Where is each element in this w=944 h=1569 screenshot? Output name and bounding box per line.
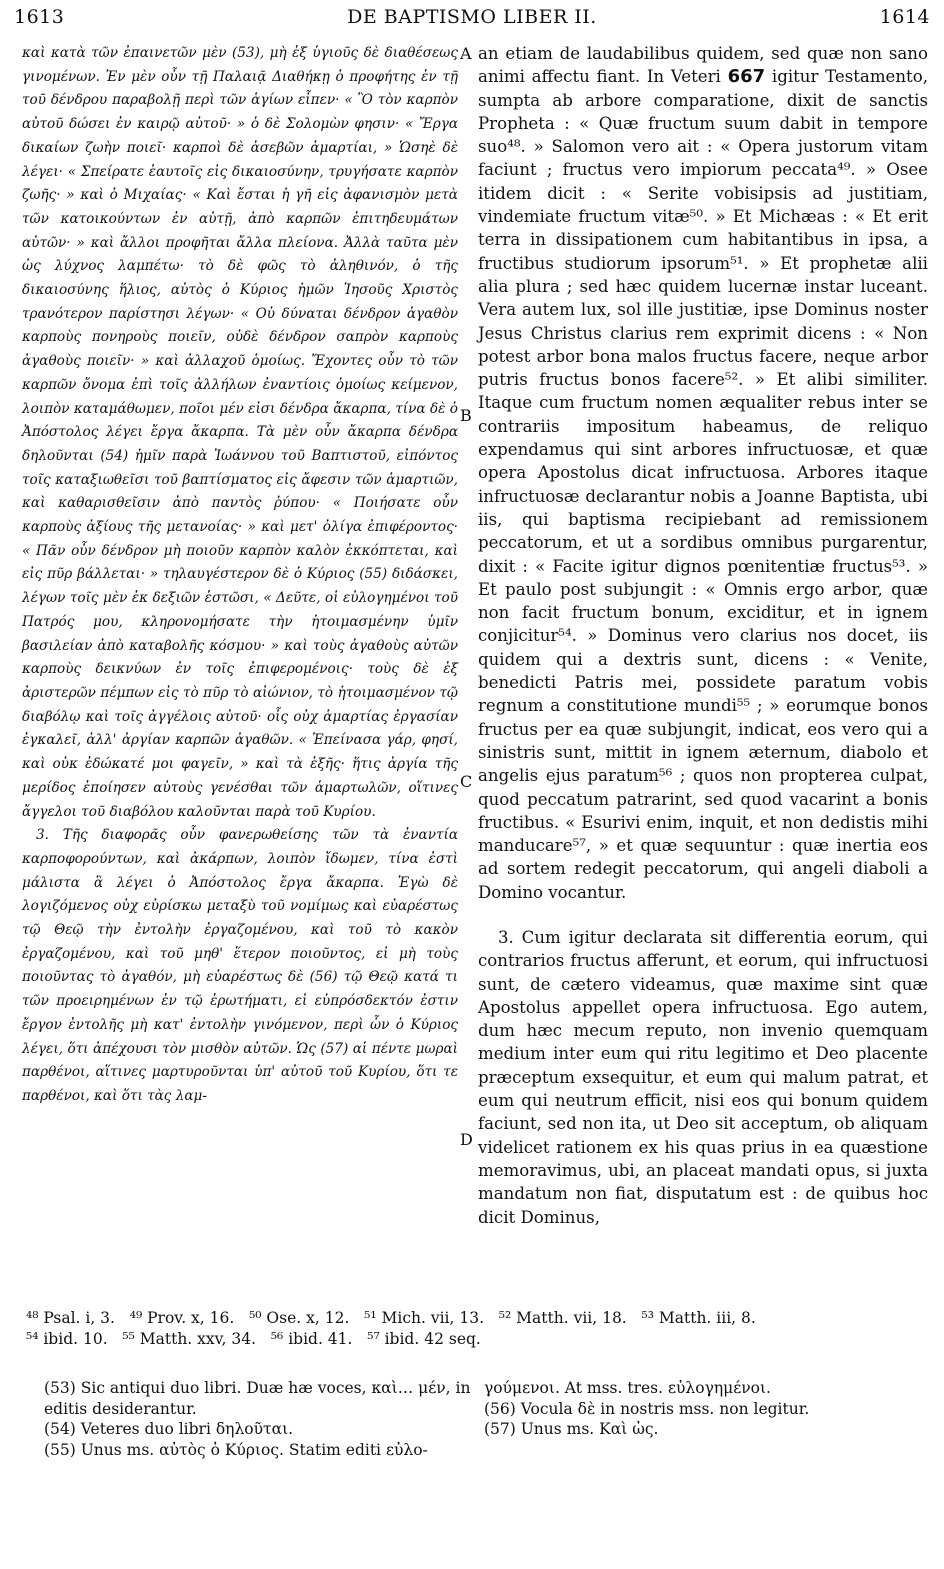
- footnote-53: (53) Sic antiqui duo libri. Duæ hæ voces, καὶ… μέν, in editis desiderantur.: [44, 1379, 471, 1418]
- latin-column: [478, 42, 928, 1229]
- greek-paragraph-1: καὶ κατὰ τῶν ἐπαινετῶν μὲν (53), μὴ ἐξ ὑγιοῦς δὲ διαθέσεως γινομένων. Ἐν μὲν οὖν τῇ Παλαιᾷ Διαθήκῃ ὁ προφήτης ἐν τῇ τοῦ δένδρου παραβολῇ περὶ τῶν ἁγίων εἶπεν· « Ὃ τὸν καρπὸν αὐτοῦ δώσει ἐν καιρῷ αὐτοῦ· » ὁ δὲ Σολομὼν φησιν· « Ἔργα δικαίων ζωὴν ποιεῖ· καρποὶ δὲ ἀσεβῶν ἁμαρτίαι, » Ὡσηὲ δὲ λέγει· « Σπείρατε ἑαυτοῖς εἰς δικαιοσύνην, τρυγήσατε καρπὸν ζωῆς· » καὶ ὁ Μιχαίας· « Καὶ ἔσται ἡ γῆ εἰς ἀφανισμὸν μετὰ τῶν κατοικούντων ἐν αὐτῇ, ἀπὸ καρπῶν ἐπιτηδευμάτων αὐτῶν· » καὶ ἄλλοι προφῆται ἄλλα πλείονα. Ἀλλὰ ταῦτα μὲν ὡς λύχνος λαμπέτω· τὸ δὲ φῶς τὸ ἀληθινόν, ὁ τῆς δικαιοσύνης ἥλιος, αὐτὸς ὁ Κύριος ἡμῶν Ἰησοῦς Χριστὸς τρανότερον παρίστησι λέγων· « Οὐ δύναται δένδρον ἀγαθὸν καρποὺς πονηροὺς ποιεῖν, οὐδὲ δένδρον σαπρὸν καρποὺς ἀγαθοὺς ποιεῖν· » καὶ ἀλλαχοῦ ὁμοίως. Ἔχοντες οὖν τὸ τῶν καρπῶν ὄνομα ἐπὶ τοῖς ἀλλήλων ἐναντίοις ὁμοίως κείμενον, λοιπὸν καταμάθωμεν, ποῖοι μέν εἰσι δένδρα ἄκαρπα, τίνα δὲ ὁ Ἀπόστολος λέγει ἔργα ἄκαρπα. Τὰ μὲν οὖν ἄκαρπα δένδρα δηλοῦνται (54) ἡμῖν παρὰ Ἰωάννου τοῦ Βαπτιστοῦ, εἰπόντος τοῖς καταξιωθεῖσι τοῦ βαπτίσματος εἰς ἄφεσιν τῶν ἁμαρτιῶν, καὶ καθαρισθεῖσιν ἀπὸ παντὸς ῥύπου· « Ποιήσατε οὖν καρποὺς ἀξίους τῆς μετανοίας· » καὶ μετ' ὀλίγα ἐπιφέροντος· « Πᾶν οὖν δένδρον μὴ ποιοῦν καρπὸν καλὸν ἐκκόπτεται, καὶ εἰς πῦρ βάλλεται· » τηλαυγέστερον δὲ ὁ Κύριος (55) διδάσκει, λέγων τοῖς μὲν ἐκ δεξιῶν ἑστῶσι, « Δεῦτε, οἱ εὐλογημένοι τοῦ Πατρός μου, κληρονομήσατε τὴν ἡτοιμασμένην ὑμῖν βασιλείαν ἀπὸ καταβολῆς κόσμου· » καὶ τοὺς ἀγαθοὺς αὐτῶν καρποὺς δεικνύων ἐν τοῖς ἐπιφερομένοις· τοὺς δὲ ἐξ ἀριστερῶν πέμπων εἰς τὸ πῦρ τὸ αἰώνιον, τὸ ἡτοιμασμένον τῷ διαβόλῳ καὶ τοῖς ἀγγέλοις αὐτοῦ· οἷς οὐχ ἁμαρτίας ἐργασίαν ἐγκαλεῖ, ἀλλ' ἀργίαν καρπῶν ἀγαθῶν. « Ἐπείνασα γάρ, φησί, καὶ οὐκ ἐδώκατέ μοι φαγεῖν, » καὶ τὰ ἑξῆς· ἥτις ἀργία τῆς μερίδος ἐποίησεν αὐτοὺς γενέσθαι τῶν ἁμαρτωλῶν, οἵτινες ἄγγελοι τοῦ διαβόλου καλοῦνται παρὰ τοῦ Κυρίου.: [22, 45, 458, 820]
- scripture-references-line-1: ⁴⁸ Psal. i, 3. ⁴⁹ Prov. x, 16. ⁵⁰ Ose. x, 12. ⁵¹ Mich. vii, 13. ⁵² Matth. vii, 18. ⁵³ Matth. iii, 8.: [26, 1309, 756, 1327]
- footnote-54: (54) Veteres duo libri δηλοῦται.: [44, 1420, 294, 1438]
- page-number-right: 1614: [879, 6, 930, 28]
- footnotes-left: [44, 1378, 474, 1460]
- footnote-57: (57) Unus ms. Καὶ ὡς.: [484, 1420, 659, 1438]
- footnotes-right: [484, 1378, 924, 1440]
- scripture-references-line-2: ⁵⁴ ibid. 10. ⁵⁵ Matth. xxv, 34. ⁵⁶ ibid. 41. ⁵⁷ ibid. 42 seq.: [26, 1330, 481, 1348]
- footnote-55-continued: γούμενοι. At mss. tres. εὐλογημένοι.: [484, 1379, 771, 1397]
- margin-marker-d: D: [460, 1130, 473, 1149]
- margin-marker-a: A: [460, 44, 472, 63]
- latin-paragraph-1-rest: igitur Testamento, sumpta ab arbore comparatione, dixit de sanctis Propheta : « Quæ fructum suum dabit in tempore suo⁴⁸. » Salomon vero ait : « Opera justorum vitam faciunt ; fructus vero impiorum peccata⁴⁹. » Osee itidem dicit : « Serite vobisipsis ad justitiam, vindemiate fructum vitæ⁵⁰. » Et Michæas : « Et erit terra in dissipationem cum habitantibus in ipsa, a fructibus studiorum ipsorum⁵¹. » Et prophetæ alii alia plura ; sed hæc quidem lucernæ instar luceant. Vera autem lux, sol ille justitiæ, ipse Dominus noster Jesus Christus clarius rem exprimit dicens : « Non potest arbor bona malos fructus facere, neque arbor putris fructus bonos facere⁵². » Et alibi similiter. Itaque cum fructum nomen æqualiter rebus inter se contrariis impositum habeamus, de reliquo expendamus qui sint arbores infructuosæ, et quæ opera Apostolus dicat infructuosa. Arbores itaque infructuosæ declarantur nobis a Joanne Baptista, ubi iis, qui baptisma recipiebant ad remissionem peccatorum, et ut a sordibus omnibus purgarentur, dixit : « Facite igitur dignos pœnitentiæ fructus⁵³. » Et paulo post subjungit : « Omnis ergo arbor, quæ non facit fructum bonum, exciditur, et in ignem conjicitur⁵⁴. » Dominus vero clarius nos docet, iis quidem qui a dextris sunt, dicens : « Venite, benedicti Patris mei, possidete paratum vobis regnum a constitutione mundi⁵⁵ ; » eorumque bonos fructus per ea quæ subjungit, indicat, eos vero qui a sinistris sunt, mittit in ignem æternum, diabolo et angelis ejus paratum⁵⁶ ; quos non propterea culpat, quod peccatum patrarint, sed quod vacarint a bonis fructibus. « Esurivi enim, inquit, et non dedistis mihi manducare⁵⁷, » et quæ sequuntur : quæ inertia eos ad sortem redegit peccatorum, qui angeli diaboli a Domino vocantur.: [478, 67, 928, 902]
- scripture-references: [26, 1308, 926, 1350]
- latin-paragraph-1: [478, 42, 928, 904]
- greek-column: [22, 42, 458, 1109]
- footnote-56: (56) Vocula δὲ in nostris mss. non legitur.: [484, 1399, 810, 1418]
- latin-paragraph-2: 3. Cum igitur declarata sit differentia eorum, qui contrarios fructus afferunt, et eorum, qui infructuosi sunt, de cætero videamus, quæ maxime sint quæ Apostolus appellet opera infructuosa. Ego autem, dum hæc mecum reputo, non invenio quemquam medium inter eum qui ritu legitimo et Deo placente præceptum exsequitur, et eum qui malum patrat, et eum qui neutrum efficit, nisi eos qui bonum quidem faciunt, sed non ita, ut Deo sit acceptum, ob aliquam videlicet rationem ex his quas prius in ea quæstione memoravimus, ubi, an placeat mandati opus, si juxta mandatum non fiat, disputatum est : de quibus hoc dicit Dominus,: [478, 927, 928, 1227]
- latin-paragraph-1-start: an etiam de laudabilibus quidem, sed quæ non sano animi affectu fiant. In Veteri: [478, 44, 928, 87]
- margin-marker-b: B: [460, 406, 472, 425]
- running-title: DE BAPTISMO LIBER II.: [347, 6, 597, 28]
- greek-paragraph-2: 3. Τῆς διαφορᾶς οὖν φανερωθείσης τῶν τὰ ἐναντία καρποφορούντων, καὶ ἀκάρπων, λοιπὸν ἴδωμεν, τίνα ἐστὶ μάλιστα ἃ λέγει ὁ Ἀπόστολος ἔργα ἄκαρπα. Ἐγὼ δὲ λογιζόμενος οὐχ εὑρίσκω μεταξὺ τοῦ νομίμως καὶ εὐαρέστως τῷ Θεῷ τὴν ἐντολὴν ἐργαζομένου, καὶ τοῦ τὸ κακὸν ἐργαζομένου, καὶ τοῦ μηθ' ἕτερον ποιοῦντος, εἰ μὴ τοὺς ποιοῦντας τὸ ἀγαθόν, μὴ εὐαρέστως δὲ (56) τῷ Θεῷ κατά τι τῶν προειρημένων ἐν τῷ ἐρωτήματι, εἰ εὐπρόσδεκτόν ἐστιν ἔργον ἐντολῆς μὴ κατ' ἐντολὴν γινόμενον, περὶ ὧν ὁ Κύριος λέγει, ὅτι ἀπέχουσι τὸν μισθὸν αὐτῶν. Ὡς (57) αἱ πέντε μωραὶ παρθένοι, αἵτινες μαρτυροῦνται ὑπ' αὐτοῦ τοῦ Κυρίου, ὅτι τε παρθένοι, καὶ ὅτι τὰς λαμ-: [22, 827, 458, 1104]
- footnote-55: (55) Unus ms. αὐτὸς ὁ Κύριος. Statim editi εὐλο-: [44, 1440, 428, 1459]
- column-number: 667: [727, 66, 766, 88]
- page-number-left: 1613: [14, 6, 65, 28]
- margin-marker-c: C: [460, 772, 473, 791]
- page-header: [0, 6, 944, 32]
